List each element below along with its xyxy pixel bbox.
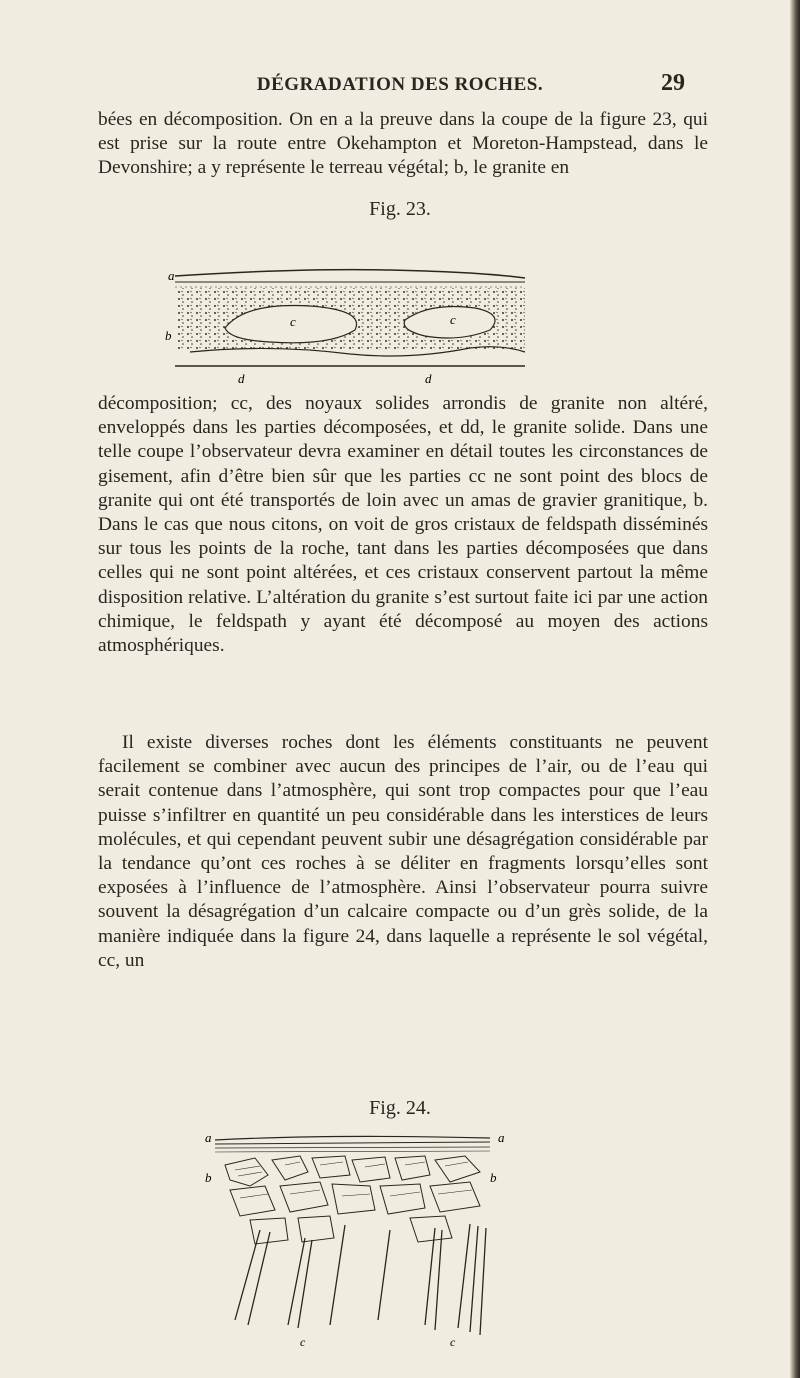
fig24-label-a-left: a [205, 1130, 212, 1145]
paragraph-next [98, 731, 708, 973]
figure-24-limestone-section [180, 1120, 540, 1355]
page-header [0, 70, 800, 100]
fig23-label-c1: c [290, 314, 296, 329]
fig24-label-c2: c [450, 1335, 456, 1349]
paragraph-1: bées en décomposition. On en a la preuve dans la coupe de la figure 23, qui est prise sur la route entre Okehampton et Moreton-Hampstead, dans le Devonshire; a y représente le terreau végétal; b, le granite en [98, 109, 708, 179]
paragraph-continued [98, 108, 708, 181]
fig24-label-b-right: b [490, 1170, 497, 1185]
fig24-label-a-right: a [498, 1130, 505, 1145]
fig24-label-b-left: b [205, 1170, 212, 1185]
running-head: DÉGRADATION DES ROCHES. [256, 74, 544, 95]
fig23-label-c2: c [450, 312, 456, 327]
paragraph-3: Il existe diverses roches dont les éléments constituants ne peuvent facilement se combiner avec aucun des principes de l’air, ou de l’eau qui serait contenue dans l’atmosphère, qui sont trop compactes pour que l’eau puisse s’infiltrer en quantité un peu considérable dans les interstices de leurs molécules, et qui cependant peuvent subir une désagrégation considérable par la tendance qu’ont ces roches à se déliter en fragments lorsqu’elles sont exposées à l’influence de l’atmosphère. Ainsi l’observateur pourra suivre souvent la désagrégation d’un calcaire compacte ou d’un grès solide, de la manière indiquée dans la figure 24, dans laquelle a représente le sol végétal, cc, un [98, 732, 708, 971]
page-number: 29 [661, 70, 685, 96]
fig23-label-d2: d [425, 371, 432, 386]
paragraph-main [98, 392, 708, 658]
fig24-label-c1: c [300, 1335, 306, 1349]
fig23-label-a: a [168, 268, 175, 283]
figure-23-granite-section [150, 220, 550, 390]
figure-23-caption: Fig. 23. [369, 198, 431, 220]
figure-24-caption: Fig. 24. [369, 1097, 431, 1119]
fig23-label-d1: d [238, 371, 245, 386]
fig23-label-b: b [165, 328, 172, 343]
paragraph-2: décomposition; cc, des noyaux solides arrondis de granite non altéré, enveloppés dans les parties décomposées, et dd, le granite solide. Dans une telle coupe l’observateur devra examiner en détail toutes les circonstances de gisement, afin d’être bien sûr que les parties cc ne sont point des blocs de granite qui ont été transportés de loin avec un amas de gravier granitique, b. Dans le cas que nous citons, on voit de gros cristaux de feldspath disséminés sur tous les points de la roche, tant dans les parties décomposées que dans celles qui ne sont point altérées, et ces cristaux conservent partout la même disposition relative. L’altération du granite s’est surtout faite ici par une action chimique, le feldspath y ayant été décomposé au moyen des actions atmosphériques. [98, 393, 708, 657]
